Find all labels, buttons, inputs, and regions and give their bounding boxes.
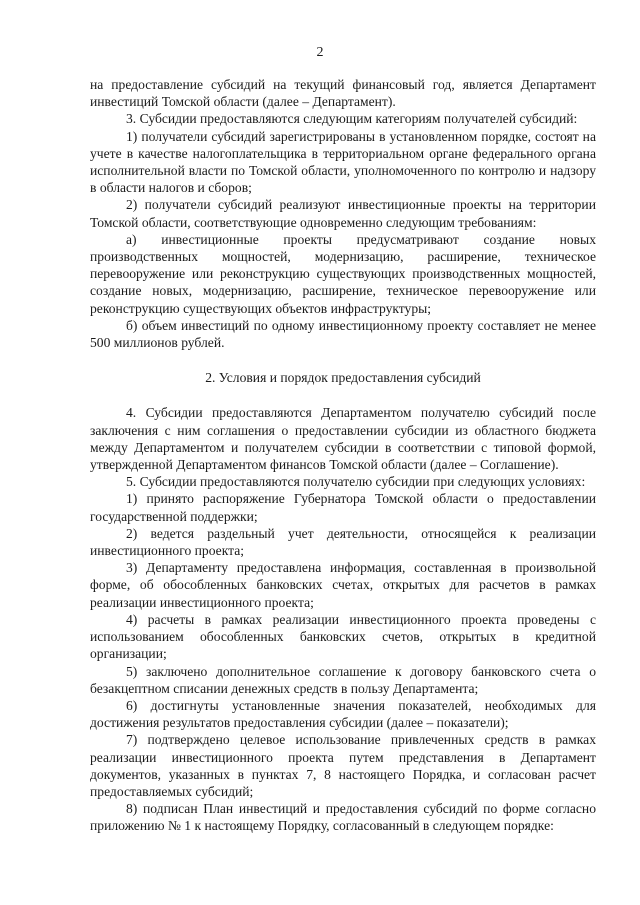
paragraph: 5. Субсидии предоставляются получателю субсидии при следующих условиях: — [126, 474, 586, 490]
paragraph: 3. Субсидии предоставляются следующим категориям получателей субсидий: — [126, 111, 578, 127]
paragraph: 1) принято распоряжение Губернатора Томской области о предоставлении государственной поддержки; — [90, 491, 596, 524]
paragraph: 4) расчеты в рамках реализации инвестиционного проекта проведены с использованием обособленных банковских счетов, открытых в кредитной организации; — [90, 611, 596, 662]
paragraph: на предоставление субсидий на текущий финансовый год, является Департамент инвестиций Томской области (далее – Департамент). — [90, 77, 596, 110]
paragraph: 3) Департаменту предоставлена информация, составленная в произвольной форме, об обособленных банковских счетах, открытых для расчетов в рамках реализации инвестиционного проекта; — [90, 560, 596, 610]
paragraph: а) инвестиционные проекты предусматривают создание новых производственных мощностей, модернизацию, расширение, техническое перевооружение или реконструкцию существующих производственных мощностей, создание новых, модернизацию, расширение, техническое перевооружение или реконструкцию существующих объектов инфраструктуры; — [90, 231, 596, 316]
paragraph: 8) подписан План инвестиций и предоставления субсидий по форме согласно приложению № 1 к настоящему Порядку, согласованный в следующем порядке: — [90, 801, 596, 834]
page-number: 2 — [316, 45, 324, 60]
paragraph: 6) достигнуты установленные значения показателей, необходимых для достижения результатов предоставления субсидии (далее – показатели); — [90, 697, 596, 731]
section-title: 2. Условия и порядок предоставления субсидий — [205, 370, 481, 386]
paragraph: 4. Субсидии предоставляются Департаментом получателю субсидий после заключения с ним соглашения о предоставлении субсидии из областного бюджета между Департаментом и получателем субсидии в соответствии с типовой формой, утвержденной Департаментом финансов Томской области (далее – Соглашение). — [90, 405, 596, 473]
paragraph: 2) ведется раздельный учет деятельности, относящейся к реализации инвестиционного проекта; — [90, 525, 596, 559]
paragraph: 1) получатели субсидий зарегистрированы в установленном порядке, состоят на учете в качестве налогоплательщика в территориальном органе федерального органа исполнительной власти по Томской области, уполномоченного по контролю и надзору в области налогов и сборов; — [90, 128, 596, 196]
document-body — [90, 76, 596, 835]
paragraph: 5) заключено дополнительное соглашение к договору банковского счета о безакцептном списании денежных средств в пользу Департамента; — [90, 663, 596, 696]
paragraph: 7) подтверждено целевое использование привлеченных средств в рамках реализации инвестиционного проекта путем представления в Департамент документов, указанных в пунктах 7, 8 настоящего Порядка, и согласован расчет предоставляемых субсидий; — [90, 732, 596, 799]
paragraph: б) объем инвестиций по одному инвестиционному проекту составляет не менее 500 миллионов рублей. — [90, 317, 596, 351]
paragraph: 2) получатели субсидий реализуют инвестиционные проекты на территории Томской области, соответствующие одновременно следующим требованиям: — [90, 197, 596, 230]
